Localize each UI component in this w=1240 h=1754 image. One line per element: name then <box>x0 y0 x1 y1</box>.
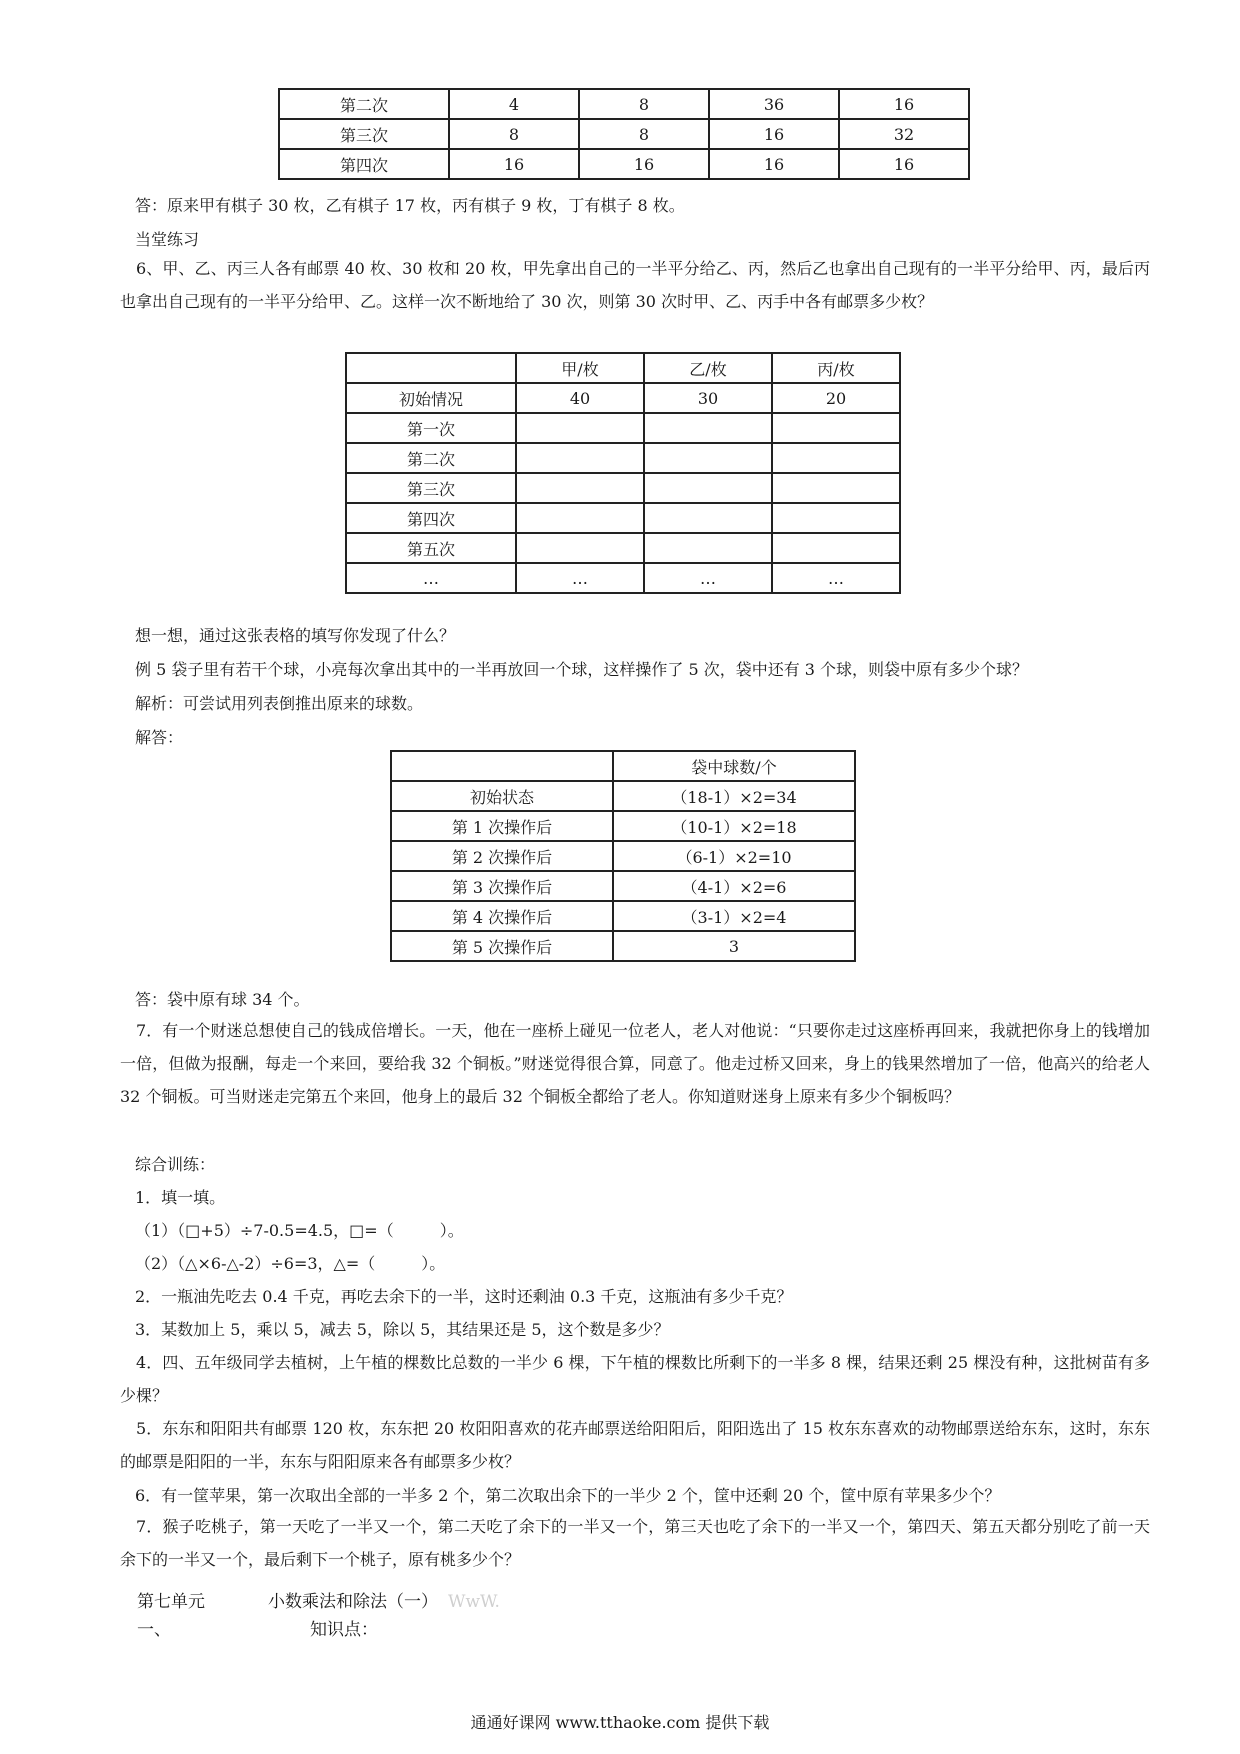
balls-table-cell: 第 2 次操作后 <box>391 841 613 871</box>
knowledge-label: 知识点： <box>310 1620 378 1640</box>
training-6: 6．有一筐苹果，第一次取出全部的一半多 2 个，第二次取出余下的一半少 2 个，筐中还剩 20 个，筐中原有苹果多少个？ <box>135 1486 1001 1505</box>
chess-table-cell: 16 <box>839 89 969 119</box>
stamps-table-cell <box>644 533 772 563</box>
stamps-table-cell: … <box>644 563 772 593</box>
stamps-table-cell <box>644 413 772 443</box>
stamps-table-row <box>346 413 900 443</box>
balls-table-row <box>391 841 855 871</box>
stamps-table-cell: 20 <box>772 383 900 413</box>
stamps-table-cell <box>516 443 644 473</box>
stamps-table-cell: 第三次 <box>346 473 516 503</box>
example-5: 例 5 袋子里有若干个球，小亮每次拿出其中的一半再放回一个球，这样操作了 5 次，袋中还有 3 个球，则袋中原有多少个球？ <box>135 660 1029 679</box>
chess-table-cell: 16 <box>449 149 579 179</box>
training-1-2: （2）（△×6-△-2）÷6=3，△=（ ）。 <box>135 1254 446 1273</box>
watermark-text: WwW. <box>448 1592 500 1612</box>
balls-table-row <box>391 901 855 931</box>
balls-table-cell: （4-1）×2=6 <box>613 871 855 901</box>
balls-table-cell: 袋中球数/个 <box>613 751 855 781</box>
chess-table-row <box>279 149 969 179</box>
training-7: 7．猴子吃桃子，第一天吃了一半又一个，第二天吃了余下的一半又一个，第三天也吃了余下的一半又一个，第四天、第五天都分别吃了前一天余下的一半又一个，最后剩下一个桃子，原有桃多少个？ <box>120 1517 1150 1569</box>
balls-table-cell: 第 1 次操作后 <box>391 811 613 841</box>
stamps-table-cell: 40 <box>516 383 644 413</box>
answer-5: 答：袋中原有球 34 个。 <box>135 990 310 1009</box>
stamps-table-cell <box>772 503 900 533</box>
stamps-table-cell: 30 <box>644 383 772 413</box>
stamps-table-cell: 丙/枚 <box>772 353 900 383</box>
training-4: 4．四、五年级同学去植树，上午植的棵数比总数的一半少 6 棵，下午植的棵数比所剩下的一半多 8 棵，结果还剩 25 棵没有种，这批树苗有多少棵？ <box>120 1353 1150 1405</box>
stamps-table-cell <box>772 413 900 443</box>
think-prompt: 想一想，通过这张表格的填写你发现了什么？ <box>135 626 456 645</box>
stamps-table-cell: 第四次 <box>346 503 516 533</box>
chess-table-cell: 8 <box>449 119 579 149</box>
stamps-table-row <box>346 443 900 473</box>
balls-table-row <box>391 811 855 841</box>
training-2: 2．一瓶油先吃去 0.4 千克，再吃去余下的一半，这时还剩油 0.3 千克，这瓶油有多少千克？ <box>135 1287 793 1306</box>
stamps-table-cell: 乙/枚 <box>644 353 772 383</box>
stamps-table-row <box>346 533 900 563</box>
chess-table-cell: 第三次 <box>279 119 449 149</box>
balls-table-cell <box>391 751 613 781</box>
stamps-table-cell: … <box>346 563 516 593</box>
solution-label: 解答： <box>135 728 184 747</box>
question-6: 6、甲、乙、丙三人各有邮票 40 枚、30 枚和 20 枚，甲先拿出自己的一半平分给乙、丙，然后乙也拿出自己现有的一半平分给甲、丙，最后丙也拿出自己现有的一半平分给甲、乙。这样一次不断地给了 30 次，则第 30 次时甲、乙、丙手中各有邮票多少枚？ <box>120 259 1150 311</box>
chess-table-cell: 16 <box>709 149 839 179</box>
stamps-table-cell <box>516 533 644 563</box>
analysis: 解析：可尝试用列表倒推出原来的球数。 <box>135 694 424 713</box>
balls-table-cell: （18-1）×2=34 <box>613 781 855 811</box>
stamps-table-cell <box>644 443 772 473</box>
training-heading: 综合训练： <box>135 1155 216 1174</box>
chess-table-cell: 16 <box>839 149 969 179</box>
stamps-table-row <box>346 563 900 593</box>
stamps-table-cell: … <box>516 563 644 593</box>
balls-table <box>390 750 856 962</box>
question-7: 7．有一个财迷总想使自己的钱成倍增长。一天，他在一座桥上碰见一位老人，老人对他说：“只要你走过这座桥再回来，我就把你身上的钱增加一倍，但做为报酬，每走一个来回，要给我 32 个铜板。”财迷觉得很合算，同意了。他走过桥又回来，身上的钱果然增加了一倍，他高兴的给老人 32 个铜板。可当财迷走完第五个来回，他身上的最后 32 个铜板全都给了老人。你知道财迷身上原来有多少个铜板吗？ <box>120 1021 1150 1106</box>
stamps-table-cell <box>644 473 772 503</box>
stamps-table-cell <box>516 413 644 443</box>
stamps-table-cell <box>516 473 644 503</box>
training-1-1: （1）（□+5）÷7-0.5=4.5，□=（ ）。 <box>135 1221 464 1240</box>
balls-table-cell: 第 3 次操作后 <box>391 871 613 901</box>
unit-title: 小数乘法和除法（一） WwW. <box>268 1592 500 1612</box>
balls-table-cell: （10-1）×2=18 <box>613 811 855 841</box>
stamps-table-cell <box>772 443 900 473</box>
balls-table-cell: 第 4 次操作后 <box>391 901 613 931</box>
stamps-table-cell <box>644 503 772 533</box>
stamps-table-cell <box>772 533 900 563</box>
stamps-table-row <box>346 353 900 383</box>
answer-1: 答：原来甲有棋子 30 枚，乙有棋子 17 枚，丙有棋子 9 枚，丁有棋子 8 枚。 <box>135 196 685 215</box>
chess-table-cell: 第二次 <box>279 89 449 119</box>
stamps-table-cell <box>772 473 900 503</box>
training-1: 1．填一填。 <box>135 1188 226 1207</box>
stamps-table-cell <box>346 353 516 383</box>
balls-table-row <box>391 931 855 961</box>
page-footer: 通通好课网 www.tthaoke.com 提供下载 <box>470 1713 770 1732</box>
chess-pieces-table <box>278 88 970 180</box>
chess-table-cell: 32 <box>839 119 969 149</box>
balls-table-cell: 第 5 次操作后 <box>391 931 613 961</box>
practice-heading: 当堂练习 <box>135 230 200 249</box>
chess-table-cell: 8 <box>579 89 709 119</box>
balls-table-cell: （6-1）×2=10 <box>613 841 855 871</box>
stamps-table-cell: 初始情况 <box>346 383 516 413</box>
stamps-table <box>345 352 901 594</box>
chess-table-cell: 8 <box>579 119 709 149</box>
chess-table-cell: 16 <box>579 149 709 179</box>
stamps-table-cell: 第五次 <box>346 533 516 563</box>
stamps-table-cell: … <box>772 563 900 593</box>
balls-table-row <box>391 871 855 901</box>
stamps-table-cell <box>516 503 644 533</box>
chess-table-row <box>279 89 969 119</box>
training-3: 3．某数加上 5，乘以 5，减去 5，除以 5，其结果还是 5，这个数是多少？ <box>135 1320 670 1339</box>
knowledge-number: 一、 <box>137 1620 171 1640</box>
stamps-table-row <box>346 503 900 533</box>
chess-table-cell: 第四次 <box>279 149 449 179</box>
chess-table-row <box>279 119 969 149</box>
balls-table-row <box>391 751 855 781</box>
balls-table-row <box>391 781 855 811</box>
balls-table-cell: 3 <box>613 931 855 961</box>
stamps-table-cell: 甲/枚 <box>516 353 644 383</box>
balls-table-cell: （3-1）×2=4 <box>613 901 855 931</box>
chess-table-cell: 36 <box>709 89 839 119</box>
balls-table-cell: 初始状态 <box>391 781 613 811</box>
training-5: 5．东东和阳阳共有邮票 120 枚，东东把 20 枚阳阳喜欢的花卉邮票送给阳阳后，阳阳选出了 15 枚东东喜欢的动物邮票送给东东，这时，东东的邮票是阳阳的一半，东东与阳阳原来各有邮票多少枚？ <box>120 1419 1150 1471</box>
unit-number: 第七单元 <box>137 1592 205 1612</box>
stamps-table-row <box>346 383 900 413</box>
stamps-table-row <box>346 473 900 503</box>
stamps-table-cell: 第二次 <box>346 443 516 473</box>
stamps-table-cell: 第一次 <box>346 413 516 443</box>
chess-table-cell: 16 <box>709 119 839 149</box>
chess-table-cell: 4 <box>449 89 579 119</box>
